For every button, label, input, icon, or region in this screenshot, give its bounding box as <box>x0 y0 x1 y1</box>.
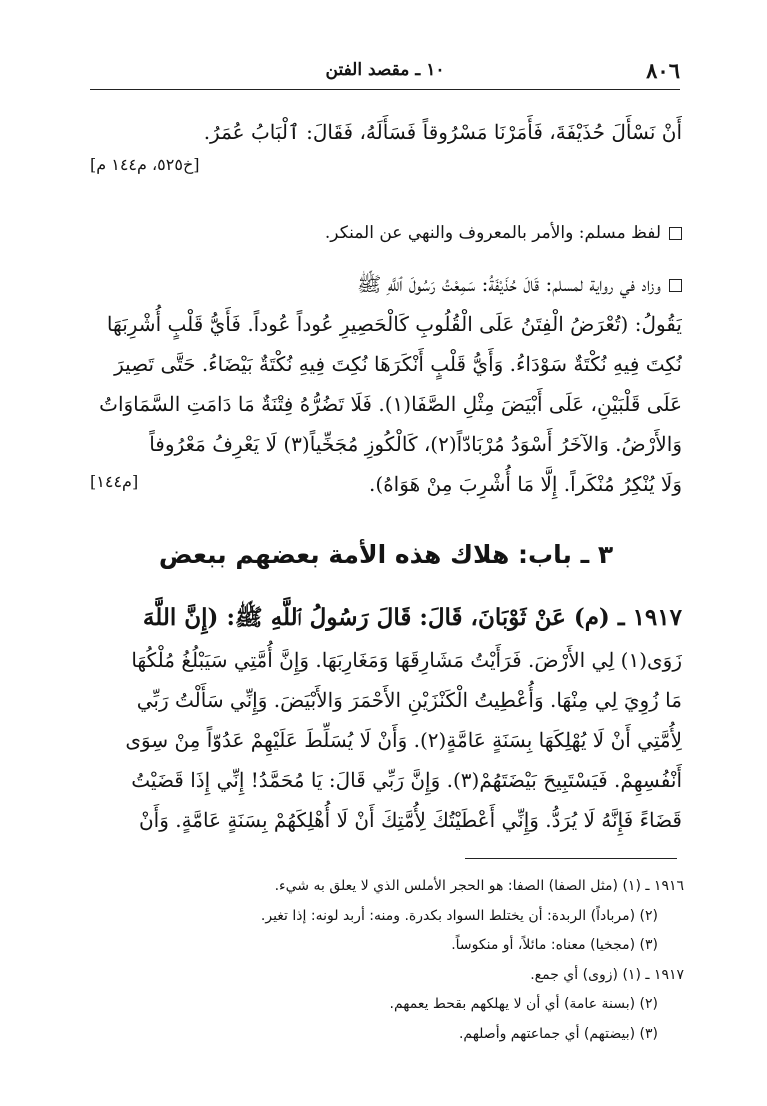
chapter-heading: ٣ ـ باب: هلاك هذه الأمة بعضهم ببعض <box>158 540 614 569</box>
text-line: ١٩١٧ ـ (م) عَنْ ثَوْبَانَ، قَالَ: قَالَ رَسُولُ ٱللَّهِ ﷺ: (إِنَّ اللَّهَ <box>142 604 682 631</box>
hadith-paragraph <box>90 596 682 840</box>
footnote-separator <box>465 858 677 859</box>
text-line: نُكِتَ فِيهِ نُكْتَةٌ سَوْدَاءُ. وَأَيُّ قَلْبٍ أَنْكَرَهَا نُكِتَ فِيهِ نُكْتَةٌ بَيْضَاءُ. حَتَّى تَصِيرَ <box>114 352 682 376</box>
text-line: مَا زُوِيَ لِي مِنْهَا. وَأُعْطِيتُ الْكَنْزَيْنِ الأَحْمَرَ وَالأَبْيَضَ. وَإِنِّي سَأَلْتُ رَبِّي <box>136 688 682 712</box>
footnotes <box>90 872 684 1049</box>
text-line: وَلَا يُنْكِرُ مُنْكَراً. إِلَّا مَا أُشْرِبَ مِنْ هَوَاهُ). [م١٤٤] <box>90 464 682 504</box>
page-number: ٨٠٦ <box>646 58 680 83</box>
running-header <box>90 56 680 90</box>
text-line: عَلَى قَلْبَيْنِ، عَلَى أَبْيَضَ مِثْلِ الصَّفَا(١). فَلَا تَضُرُّهُ فِتْنَةٌ مَا دَامَتِ السَّمَاوَاتُ <box>99 392 682 416</box>
footnote: ١٩١٧ ـ (١) (زوى) أي جمع. <box>530 966 684 983</box>
text-line: زَوَى(١) لِي الأَرْضَ. فَرَأَيْتُ مَشَارِقَهَا وَمَغَارِبَهَا. وَإِنَّ أُمَّتِي سَيَبْلُغُ مُلْكُهَا <box>131 648 682 672</box>
narration-paragraph <box>90 264 682 504</box>
square-bullet-icon <box>669 227 682 240</box>
footnote: ١٩١٦ ـ (١) (مثل الصفا) الصفا: هو الحجر الأملس الذي لا يعلق به شيء. <box>274 878 684 894</box>
text-line: قَضَاءً فَإِنَّهُ لَا يُرَدُّ. وَإِنِّي أَعْطَيْتُكَ لِأُمَّتِكَ أَنْ لَا أُهْلِكَهُمْ بِسَنَةٍ عَامَّةٍ. وَأَنْ <box>138 808 682 832</box>
text-line: لِأُمَّتِي أَنْ لَا يُهْلِكَهَا بِسَنَةٍ عَامَّةٍ(٢). وَأَنْ لَا يُسَلِّطَ عَلَيْهِمْ عَدُوّاً مِنْ سِوَى <box>125 728 682 752</box>
chapter-title: ١٠ ـ مقصد الفتن <box>325 60 445 80</box>
text-line: أَنْ نَسْأَلَ حُذَيْفَةَ، فَأَمَرْنَا مَسْرُوقاً فَسَأَلَهُ، فَقَالَ: ٱلْبَابُ عُمَرُ. <box>203 120 682 144</box>
note-paragraph <box>90 214 682 252</box>
footnote: (٣) (مجخيا) معناه: مائلاً، أو منكوساً. <box>451 937 658 953</box>
text-line: يَقُولُ: (تُعْرَضُ الْفِتَنُ عَلَى الْقُلُوبِ كَالْحَصِيرِ عُوداً عُوداً. فَأَيُّ قَلْبٍ أُشْرِبَهَا <box>106 312 682 336</box>
source-reference: [م١٤٤] <box>90 472 139 491</box>
text-line: وَالأَرْضُ. وَالآخَرُ أَسْوَدُ مُرْبَادّاً(٢)، كَالْكُوزِ مُجَخِّياً(٣) لَا يَعْرِفُ مَعْرُوفاً <box>149 432 682 456</box>
note-text: لفظ مسلم: والأمر بالمعروف والنهي عن المنكر. <box>324 223 661 243</box>
footnote: (٢) (بسنة عامة) أي أن لا يهلكهم بقحط يعمهم. <box>389 996 658 1012</box>
source-reference: [خ٥٢٥، م١٤٤ م] <box>90 155 200 174</box>
text-line: أَنْفُسِهِمْ. فَيَسْتَبِيحَ بَيْضَتَهُمْ(٣). وَإِنَّ رَبِّي قَالَ: يَا مُحَمَّدُ! إِنِّي إِذَا قَضَيْتُ <box>131 768 682 792</box>
square-bullet-icon <box>669 279 682 292</box>
footnote: (٢) (مرباداً) الربدة: أن يختلط السواد بكدرة. ومنه: أربد لونه: إذا تغير. <box>260 907 658 924</box>
continuation-paragraph <box>90 112 682 178</box>
footnote: (٣) (بيضتهم) أي جماعتهم وأصلهم. <box>458 1025 658 1042</box>
header-rule <box>90 89 680 90</box>
text-line: وزاد في رواية لمسلم: قَالَ حُذَيْفَةُ: سَمِعْتُ رَسُولَ ٱللَّهِ ﷺ <box>90 264 682 304</box>
